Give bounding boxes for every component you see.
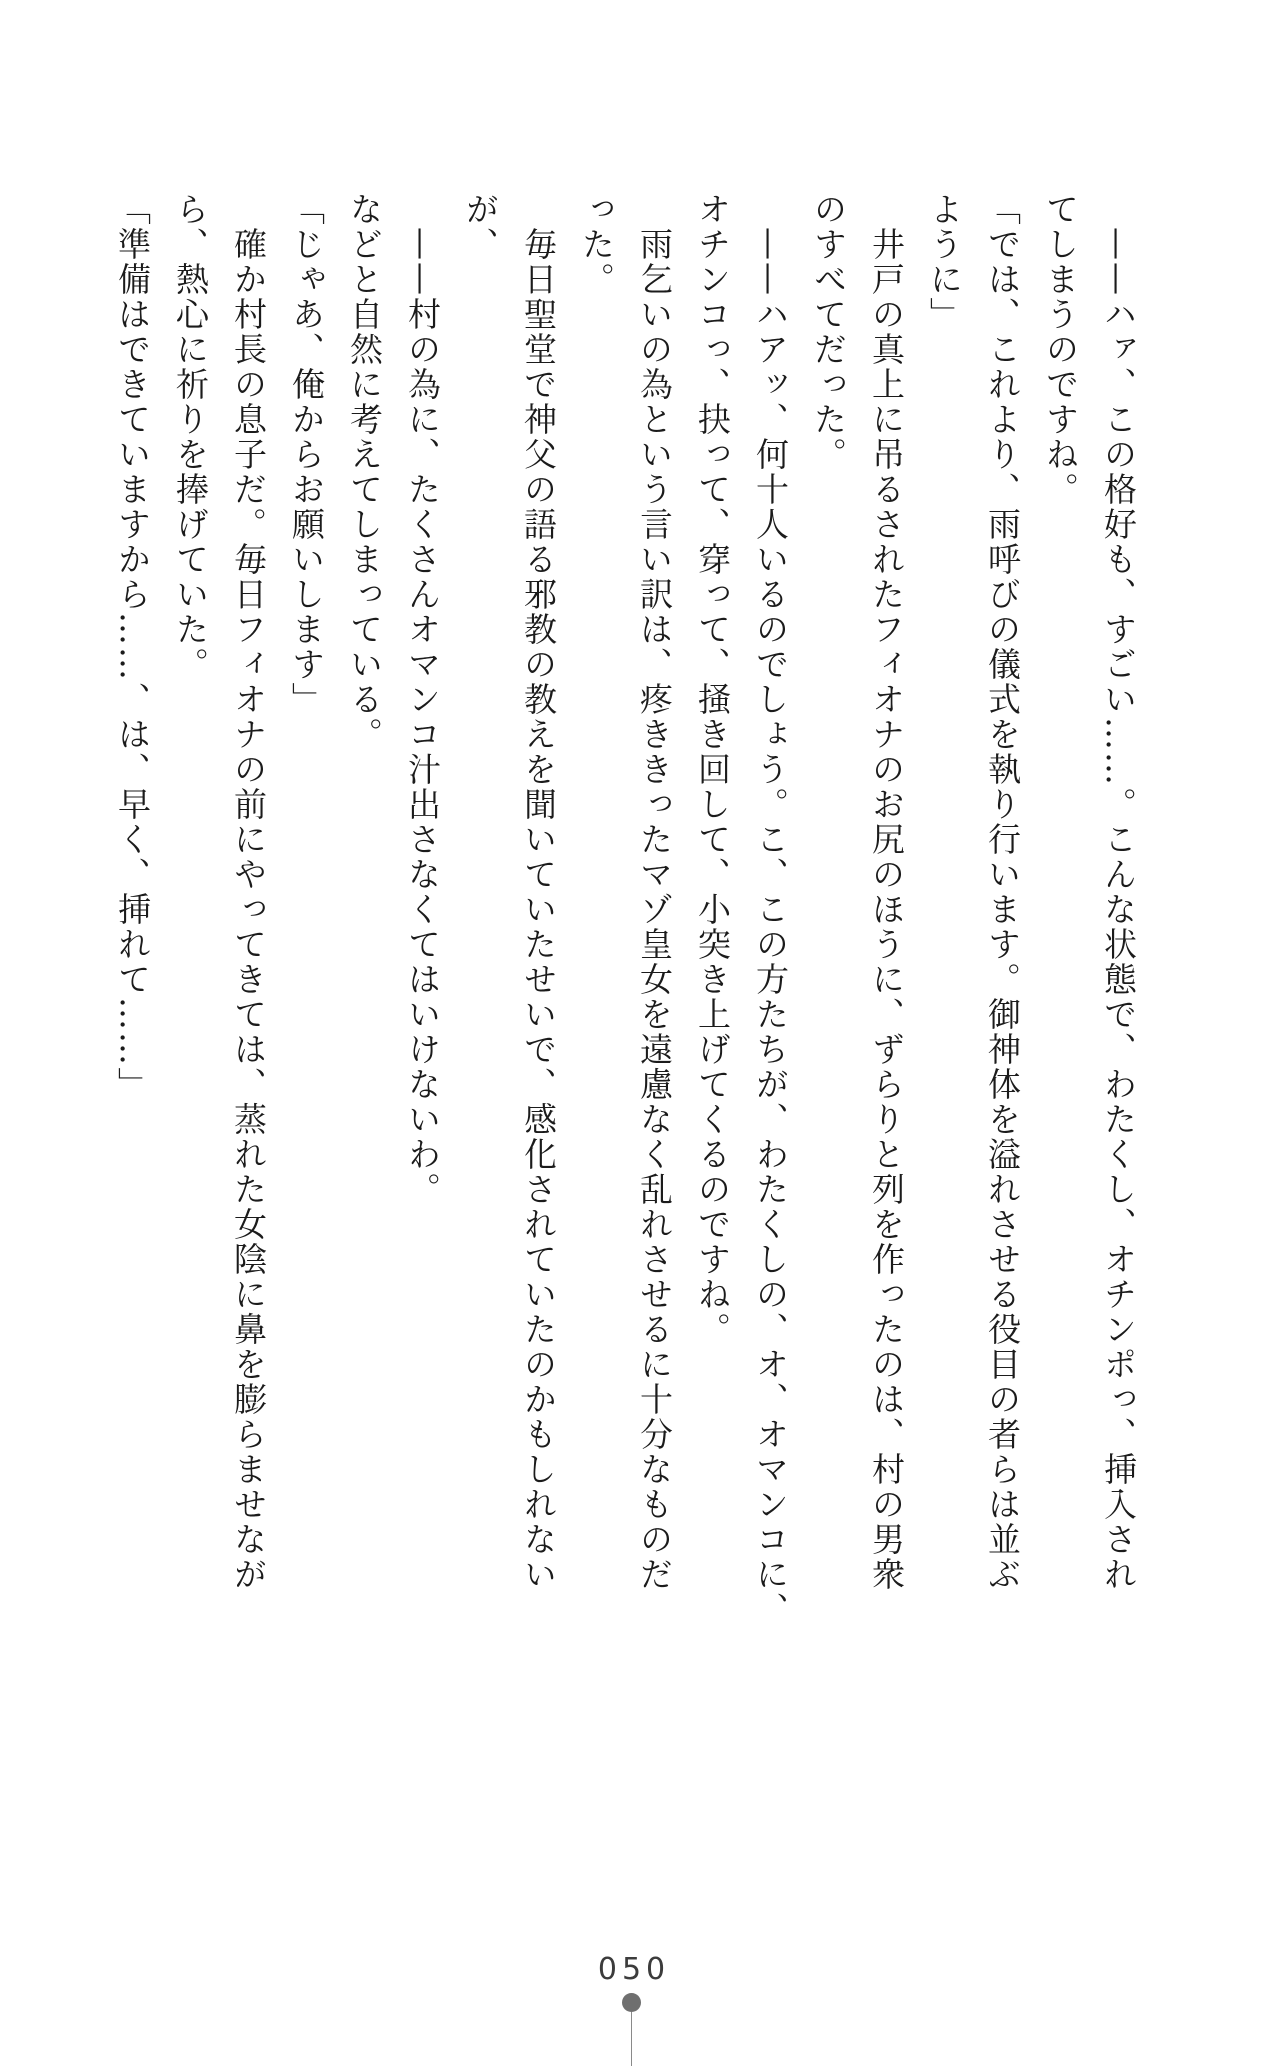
text-line: ように」 <box>925 192 964 332</box>
text-line: オチンコっ、抉って、穿って、掻き回して、小突き上げてくるのですね。 <box>693 192 732 1347</box>
body-text <box>103 192 1147 1692</box>
text-line: ——ハァ、この格好も、すごい……。こんな状態で、わたくし、オチンポっ、挿入され <box>1099 192 1138 1592</box>
page-marker-line <box>631 2012 632 2066</box>
text-line: などと自然に考えてしまっている。 <box>345 192 384 752</box>
text-line: ら、熱心に祈りを捧げていた。 <box>171 192 210 682</box>
text-line: ——村の為に、たくさんオマンコ汁出さなくてはいけないわ。 <box>403 192 442 1207</box>
text-line: のすべてだった。 <box>809 192 848 472</box>
text-line: 井戸の真上に吊るされたフィオナのお尻のほうに、ずらりと列を作ったのは、村の男衆 <box>867 192 906 1592</box>
page-marker-dot-icon <box>622 1993 641 2012</box>
page-footer <box>0 1952 1263 2066</box>
text-line: てしまうのですね。 <box>1041 192 1080 507</box>
text-line: 「じゃあ、俺からお願いします」 <box>287 192 326 717</box>
text-line: 「では、これより、雨呼びの儀式を執り行います。御神体を溢れさせる役目の者らは並ぶ <box>983 192 1022 1592</box>
text-line: が、 <box>461 192 500 262</box>
text-line: ——ハアッ、何十人いるのでしょう。こ、この方たちが、わたくしの、オ、オマンコに、 <box>751 192 790 1627</box>
page-number: 050 <box>597 1952 671 1987</box>
text-line: った。 <box>577 192 616 297</box>
text-line: 雨乞いの為という言い訳は、疼ききったマゾ皇女を遠慮なく乱れさせるに十分なものだ <box>635 192 674 1592</box>
text-line: 毎日聖堂で神父の語る邪教の教えを聞いていたせいで、感化されていたのかもしれない <box>519 192 558 1592</box>
text-line: 「準備はできていますから……、は、早く、挿れて……」 <box>113 192 152 1102</box>
text-line: 確か村長の息子だ。毎日フィオナの前にやってきては、蒸れた女陰に鼻を膨らませなが <box>229 192 268 1592</box>
